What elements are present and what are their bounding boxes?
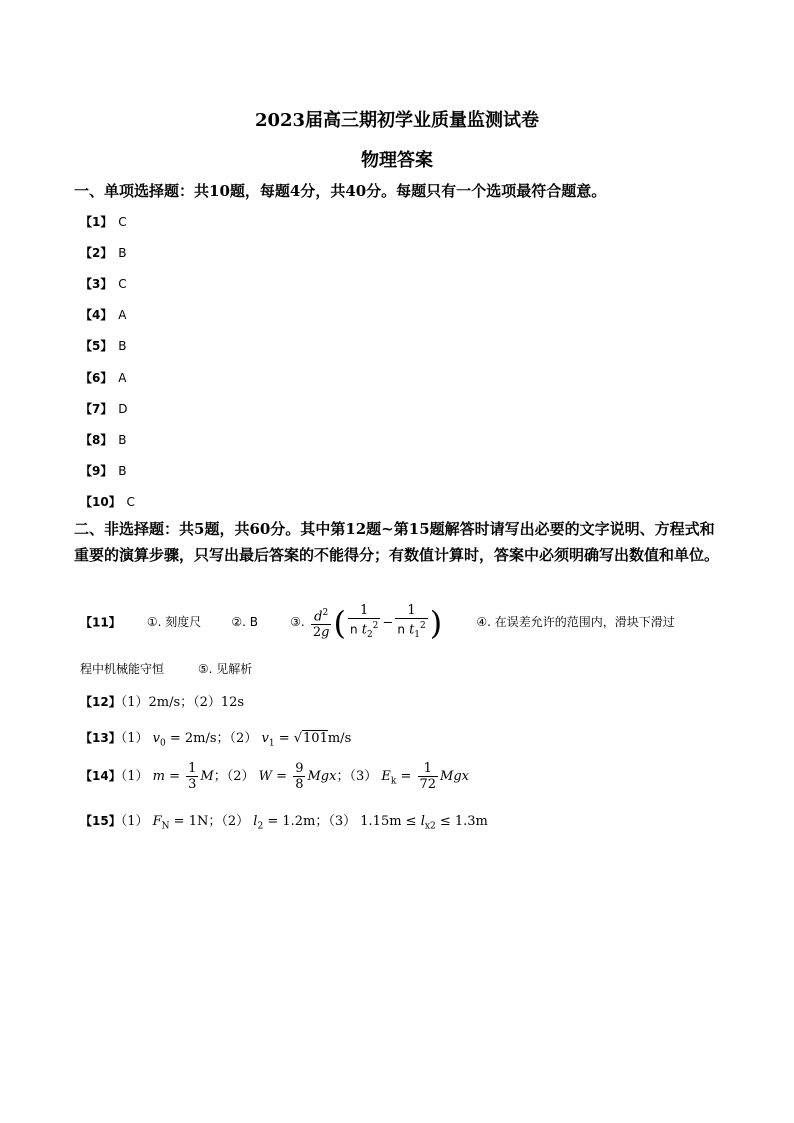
mc-answer-6: 【6】 A (80, 371, 127, 385)
q11-part4: ④. 在误差允许的范围内，滑块下滑过 (476, 615, 675, 630)
mc-answer-5: 【5】 B (80, 339, 127, 353)
exam-title: 2023届高三期初学业质量监测试卷 (254, 110, 540, 131)
q11-part3: ③. (290, 615, 305, 630)
q12-answer: 【12】（1）2m/s；（2）12s (80, 695, 245, 710)
q11-formula: $\frac{d^2}{2g}$ ( $\frac{1}{n t_2^2}$ − $\frac{1}{n t_1^2}$ ) (312, 603, 443, 642)
mc-answer-1: 【1】 C (80, 215, 127, 229)
q11-number: 【11】 (80, 615, 121, 630)
mc-answer-8: 【8】 B (80, 433, 127, 447)
q11-part1: ①. 刻度尺 (146, 615, 202, 630)
mc-answer-4: 【4】 A (80, 308, 127, 322)
q11-answer (80, 603, 675, 642)
q11-part5: ⑤. 见解析 (197, 662, 253, 676)
section-2-heading: 二、非选择题：共5题，共60分。其中第12题~第15题解答时请写出必要的文字说明、方程式和重要的演算步骤，只写出最后答案的不能得分；有数值计算时，答案中必须明确写出数值和单位。 (74, 520, 720, 564)
q14-answer: 【14】（1） m = $\frac{1}{3}$ M；（2） W = $\frac{9}{8}$ Mgx；（3） $E_k$ = $\frac{1}{72}$ Mgx (80, 761, 470, 792)
mc-answer-3: 【3】 C (80, 277, 127, 291)
section-1-heading: 一、单项选择题：共10题，每题4分，共40分。每题只有一个选项最符合题意。 (74, 182, 607, 200)
mc-answer-9: 【9】 B (80, 464, 127, 478)
mc-answer-7: 【7】 D (80, 402, 128, 416)
q11-part2: ②. B (231, 615, 258, 630)
q15-answer: 【15】（1） $F_N = 1N$；（2） $l_2 = 1.2m$；（3） $1.15m \le l_{x2} \le 1.3m$ (80, 814, 488, 832)
q13-answer: 【13】（1） $v_0 = 2m/s$；（2） $v_1 = √101m/s$ (80, 731, 352, 749)
mc-answer-2: 【2】 B (80, 246, 127, 260)
mc-answer-10: 【10】 C (80, 495, 135, 509)
q11-continuation: 程中机械能守恒 ⑤. 见解析 (80, 662, 253, 676)
exam-subtitle: 物理答案 (361, 150, 433, 171)
